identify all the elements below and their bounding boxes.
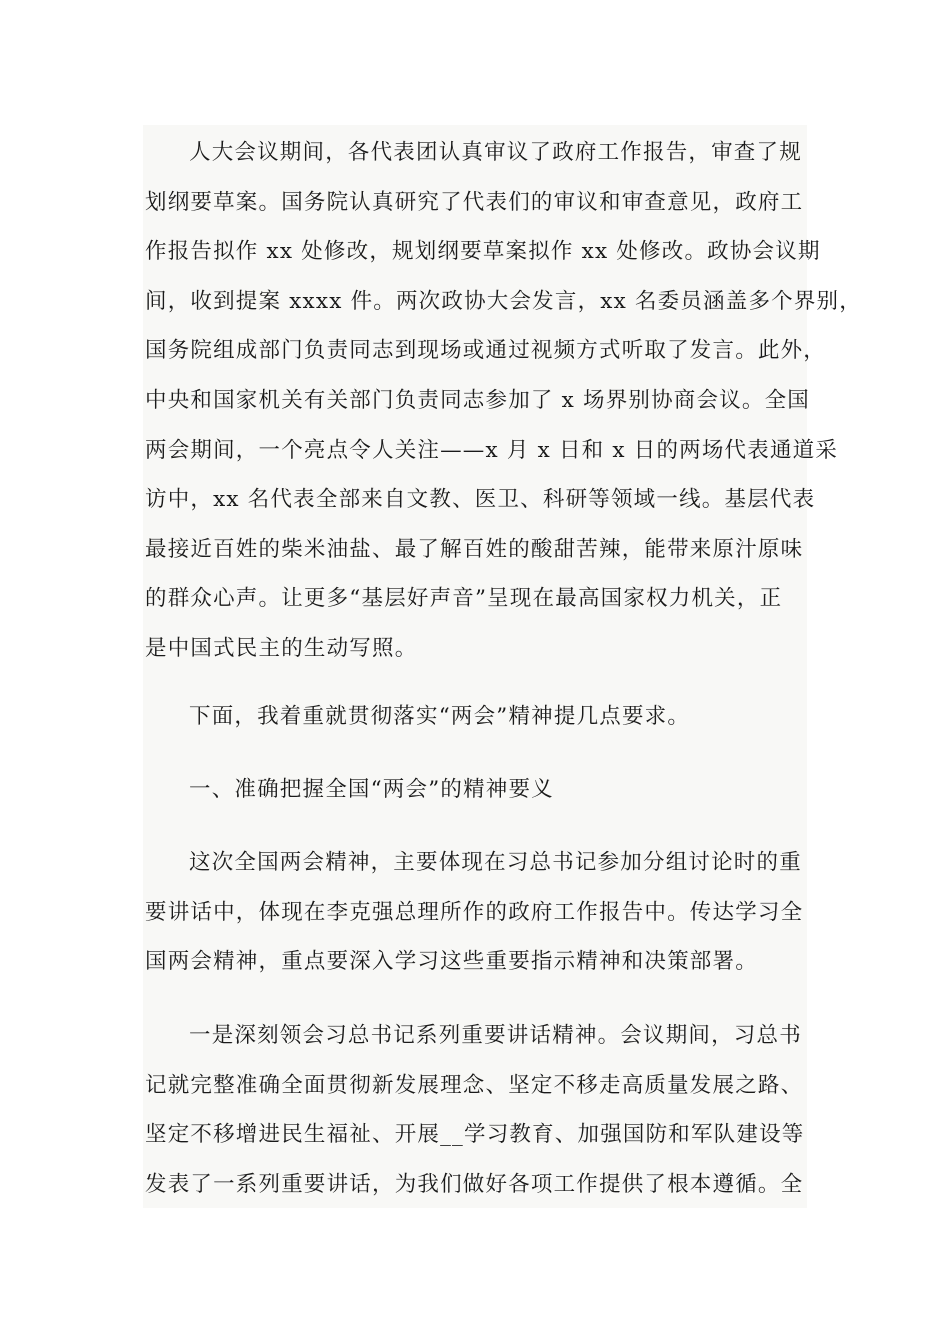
paragraph-2 [145, 692, 805, 742]
paragraph-line: 坚定不移增进民生福祉、开展__学习教育、加强国防和军队建设等 [145, 1122, 805, 1148]
section-heading [145, 765, 805, 815]
paragraph-line: 中央和国家机关有关部门负责同志参加了 x 场界别协商会议。全国 [145, 387, 810, 413]
paragraph-line: 要讲话中，体现在李克强总理所作的政府工作报告中。传达学习全 [145, 899, 804, 925]
paragraph-line: 是中国式民主的生动写照。 [145, 635, 418, 661]
paragraph-line: 的群众心声。让更多“基层好声音”呈现在最高国家权力机关，正 [145, 586, 783, 612]
paragraph-line: 这次全国两会精神，主要体现在习总书记参加分组讨论时的重 [189, 850, 802, 875]
paragraph-line: 发表了一系列重要讲话，为我们做好各项工作提供了根本遵循。全 [145, 1171, 804, 1197]
paragraph-1 [145, 128, 862, 674]
paragraph-line: 间，收到提案 xxxx 件。两次政协大会发言，xx 名委员涵盖多个界别， [145, 288, 862, 314]
paragraph-line: 国务院组成部门负责同志到现场或通过视频方式听取了发言。此外， [145, 338, 827, 364]
paragraph-line: 国两会精神，重点要深入学习这些重要指示精神和决策部署。 [145, 949, 758, 975]
paragraph-line: 最接近百姓的柴米油盐、最了解百姓的酸甜苦辣，能带来原汁原味 [145, 536, 804, 562]
paragraph-line: 人大会议期间，各代表团认真审议了政府工作报告，审查了规 [189, 140, 802, 165]
paragraph-4 [145, 1011, 805, 1209]
heading-text: 一、准确把握全国“两会”的精神要义 [189, 777, 554, 802]
paragraph-line: 一是深刻领会习总书记系列重要讲话精神。会议期间，习总书 [189, 1023, 802, 1048]
paragraph-line: 下面，我着重就贯彻落实“两会”精神提几点要求。 [189, 704, 691, 729]
paragraph-line: 记就完整准确全面贯彻新发展理念、坚定不移走高质量发展之路、 [145, 1072, 804, 1098]
paragraph-line: 两会期间，一个亮点令人关注——x 月 x 日和 x 日的两场代表通道采 [145, 437, 839, 463]
paragraph-line: 作报告拟作 xx 处修改，规划纲要草案拟作 xx 处修改。政协会议期 [145, 239, 821, 265]
paragraph-line: 划纲要草案。国务院认真研究了代表们的审议和审查意见，政府工 [145, 189, 804, 215]
paragraph-3 [145, 838, 805, 987]
paragraph-line: 访中，xx 名代表全部来自文教、医卫、科研等领域一线。基层代表 [145, 487, 816, 513]
